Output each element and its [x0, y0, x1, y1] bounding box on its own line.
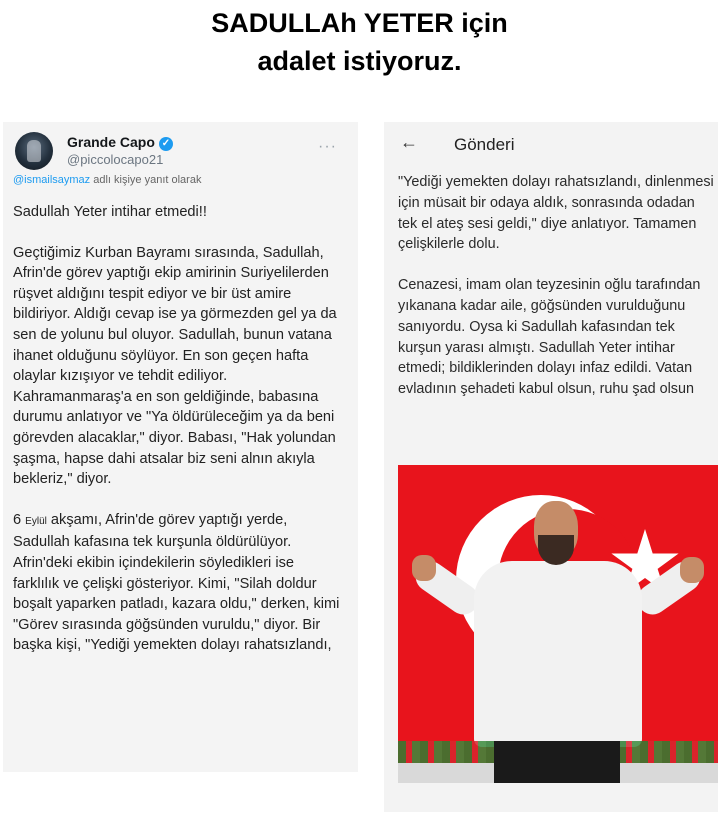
post-title: Gönderi [454, 135, 515, 154]
tweet-text-fragment: 6 [13, 511, 26, 528]
author-name-text: Grande Capo [67, 134, 155, 150]
headline-line-1: SADULLAh YETER için [211, 8, 508, 38]
reply-mention-link[interactable]: @ismailsaymaz [13, 174, 91, 186]
reply-context-text: adlı kişiye yanıt olarak [90, 174, 202, 186]
headline [0, 4, 719, 80]
avatar[interactable] [15, 132, 53, 170]
tweet-paragraph [13, 510, 343, 656]
person-hoodie [474, 561, 642, 747]
author-name[interactable] [67, 134, 173, 151]
person-hand [412, 555, 436, 581]
tweet-paragraph: Sadullah Yeter intihar etmedi!! [13, 204, 207, 220]
tweet-paragraph: Geçtiğimiz Kurban Bayramı sırasında, Sadullah, Afrin'de görev yaptığı ekip amirinin Suriyelilerden rüşvet aldığını tespit ediyor ve bir üst amire bildiriyor. Aldığı cevap ise ya görmezden gel ya da sen de yolunu bul oluyor. Sadullah, bunun vatana ihanet olduğunu söylüyor. En son geçen hafta olaylar kızışıyor ve tehdit ediliyor. Kahramanmaraş'a en son geldiğinde, babasına durumu anlatıyor ve "Ya öldürüleceğim ya da beni görevden alacaklar," diyor. Babası, "Hak yolundan şaşma, hapse dahi atsalar biz seni alnın akıyla bekleriz," diyor. [13, 244, 337, 488]
flag-photo [398, 465, 718, 783]
post-text [398, 172, 716, 420]
person-pants [494, 741, 620, 783]
post-header [384, 122, 718, 168]
tweet-text-small: Eylül [25, 515, 47, 527]
person-hand [680, 557, 704, 583]
tweet-header [11, 128, 351, 174]
back-arrow-icon[interactable]: ← [400, 132, 418, 152]
headline-line-2: adalet istiyoruz. [257, 46, 462, 76]
author-handle[interactable]: @piccolocapo21 [67, 152, 164, 167]
tweet-text-fragment: akşamı, Afrin'de görev yaptığı yerde, Sadullah kafasına tek kurşunla öldürülüyor. Afrin'deki ekibin içindekilerin söyledikleri ise farklılık ve çelişki gösteriyor. Kimi, "Silah doldur boşalt yaparken patladı, kazara oldu," derken, kimi "Görev sırasında göğsünden vuruldu," diyor. Bir başka kişi, "Yediği yemekten dolayı rahatsızlandı, [13, 511, 340, 654]
tweet-screenshot [3, 122, 358, 772]
reply-context [13, 174, 201, 186]
tweet-text [13, 202, 343, 676]
verified-badge-icon: ✓ [159, 137, 173, 151]
more-dots-icon[interactable]: ··· [318, 138, 337, 155]
post-paragraph: "Yediği yemekten dolayı rahatsızlandı, dinlenmesi için müsait bir odaya aldık, sonrasında odadan tek el ateş sesi geldi," diye anlatıyor. Tamamen çelişkilerle dolu. [398, 174, 714, 253]
post-paragraph: Cenazesi, imam olan teyzesinin oğlu tarafından yıkanana kadar aile, göğsünden vurulduğunu sanıyordu. Oysa ki Sadullah kafasından tek kurşun yarası almıştı. Sadullah Yeter intihar etmedi; bildiklerinden dolayı infaz edildi. Vatan evladının şehadeti kabul olsun, ruhu şad olsun [398, 277, 701, 398]
